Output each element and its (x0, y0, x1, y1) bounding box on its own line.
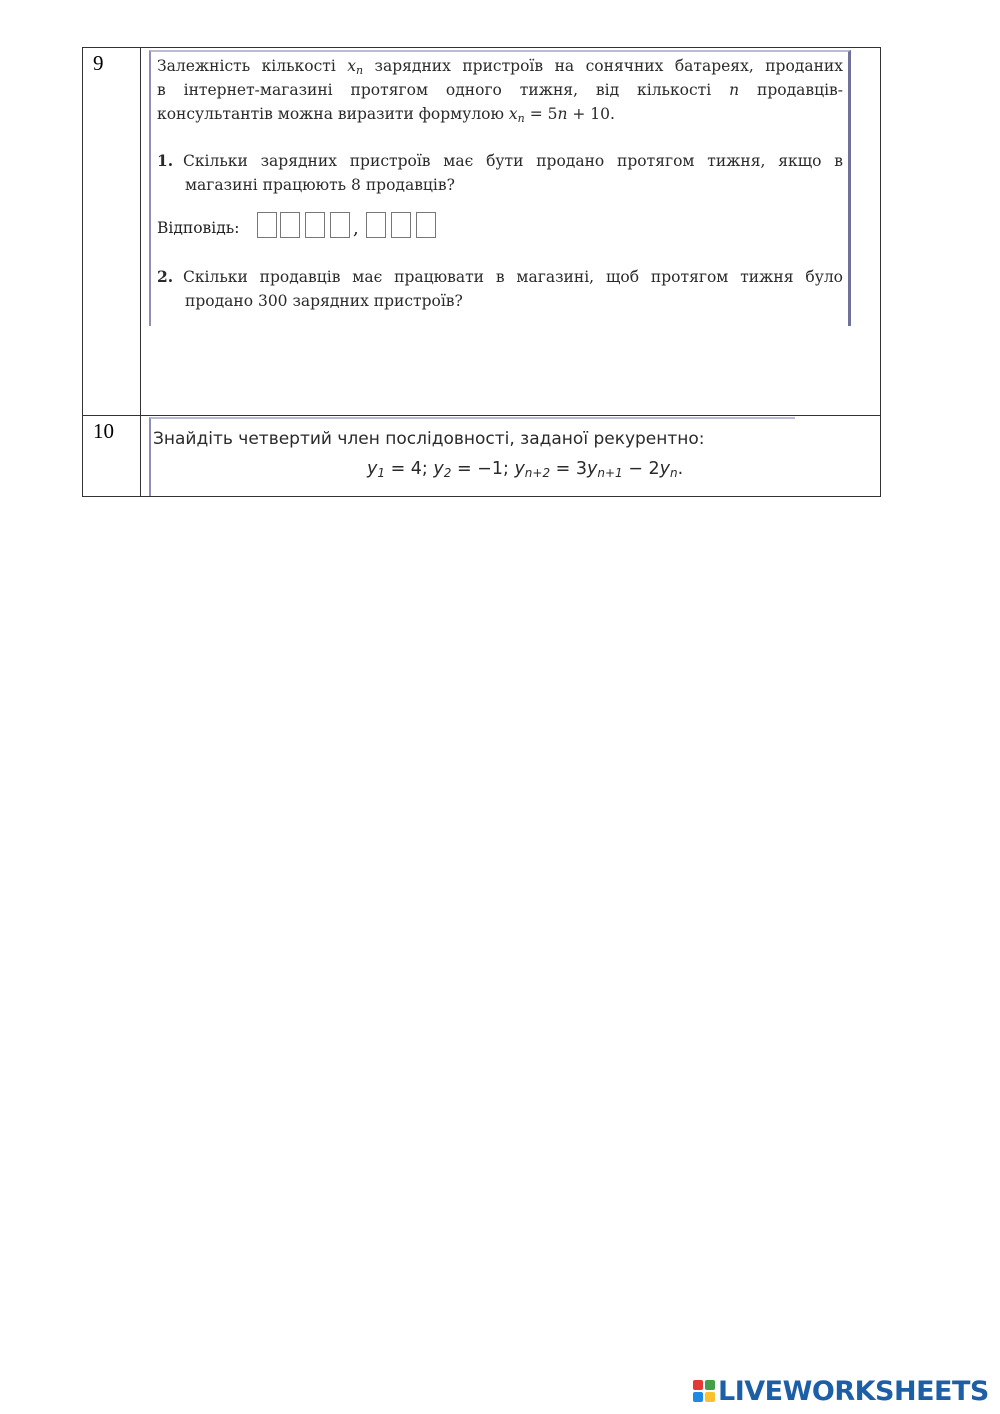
answer-digit-box[interactable] (391, 212, 411, 238)
task-number: 10 (83, 416, 141, 497)
answer-digit-box[interactable] (305, 212, 325, 238)
logo-icon (693, 1380, 715, 1402)
decimal-comma: , (353, 218, 359, 239)
task-row-10 (83, 416, 880, 497)
question-2-line-2: продано 300 зарядних пристроїв? (185, 292, 463, 310)
logo-text: LIVEWORKSHEETS (718, 1375, 989, 1407)
liveworksheets-logo (693, 1376, 989, 1406)
answer-digit-box[interactable] (330, 212, 350, 238)
intro-line-1: Залежність кількості $x_n$ зарядних пристроїв на сонячних батареях, проданих (157, 57, 843, 77)
answer-digit-box[interactable] (280, 212, 300, 238)
answer-digit-box[interactable] (366, 212, 386, 238)
task-content (142, 416, 880, 497)
task-10-scan (149, 417, 795, 496)
tasks-table (82, 47, 881, 497)
question-2-line-1: 2. Скільки продавців має працювати в магазині, щоб протягом тижня було (157, 267, 843, 286)
question-1-line-1: 1. Скільки зарядних пристроїв має бути продано протягом тижня, якщо в (157, 151, 843, 170)
intro-line-3: консультантів можна виразити формулою $x_n = 5n + 10$. (157, 105, 615, 125)
task-row-9 (83, 48, 880, 416)
task-9-scan (149, 50, 851, 326)
task-number: 9 (83, 48, 141, 415)
answer-digit-box[interactable] (416, 212, 436, 238)
task-content (142, 48, 880, 415)
answer-digit-box[interactable] (257, 212, 277, 238)
intro-line-2: в інтернет-магазині протягом одного тижня, від кількості n продавців- (157, 81, 844, 99)
question-1-line-2: магазині працюють 8 продавців? (185, 176, 455, 194)
recurrence-formula: $y_1 = 4$; $y_2 = -1$; $y_{n+2} = 3y_{n+1} - 2y_n$. (367, 459, 684, 480)
answer-label: Відповідь: (157, 219, 240, 237)
task-10-title: Знайдіть четвертий член послідовності, заданої рекурентно: (153, 429, 705, 449)
